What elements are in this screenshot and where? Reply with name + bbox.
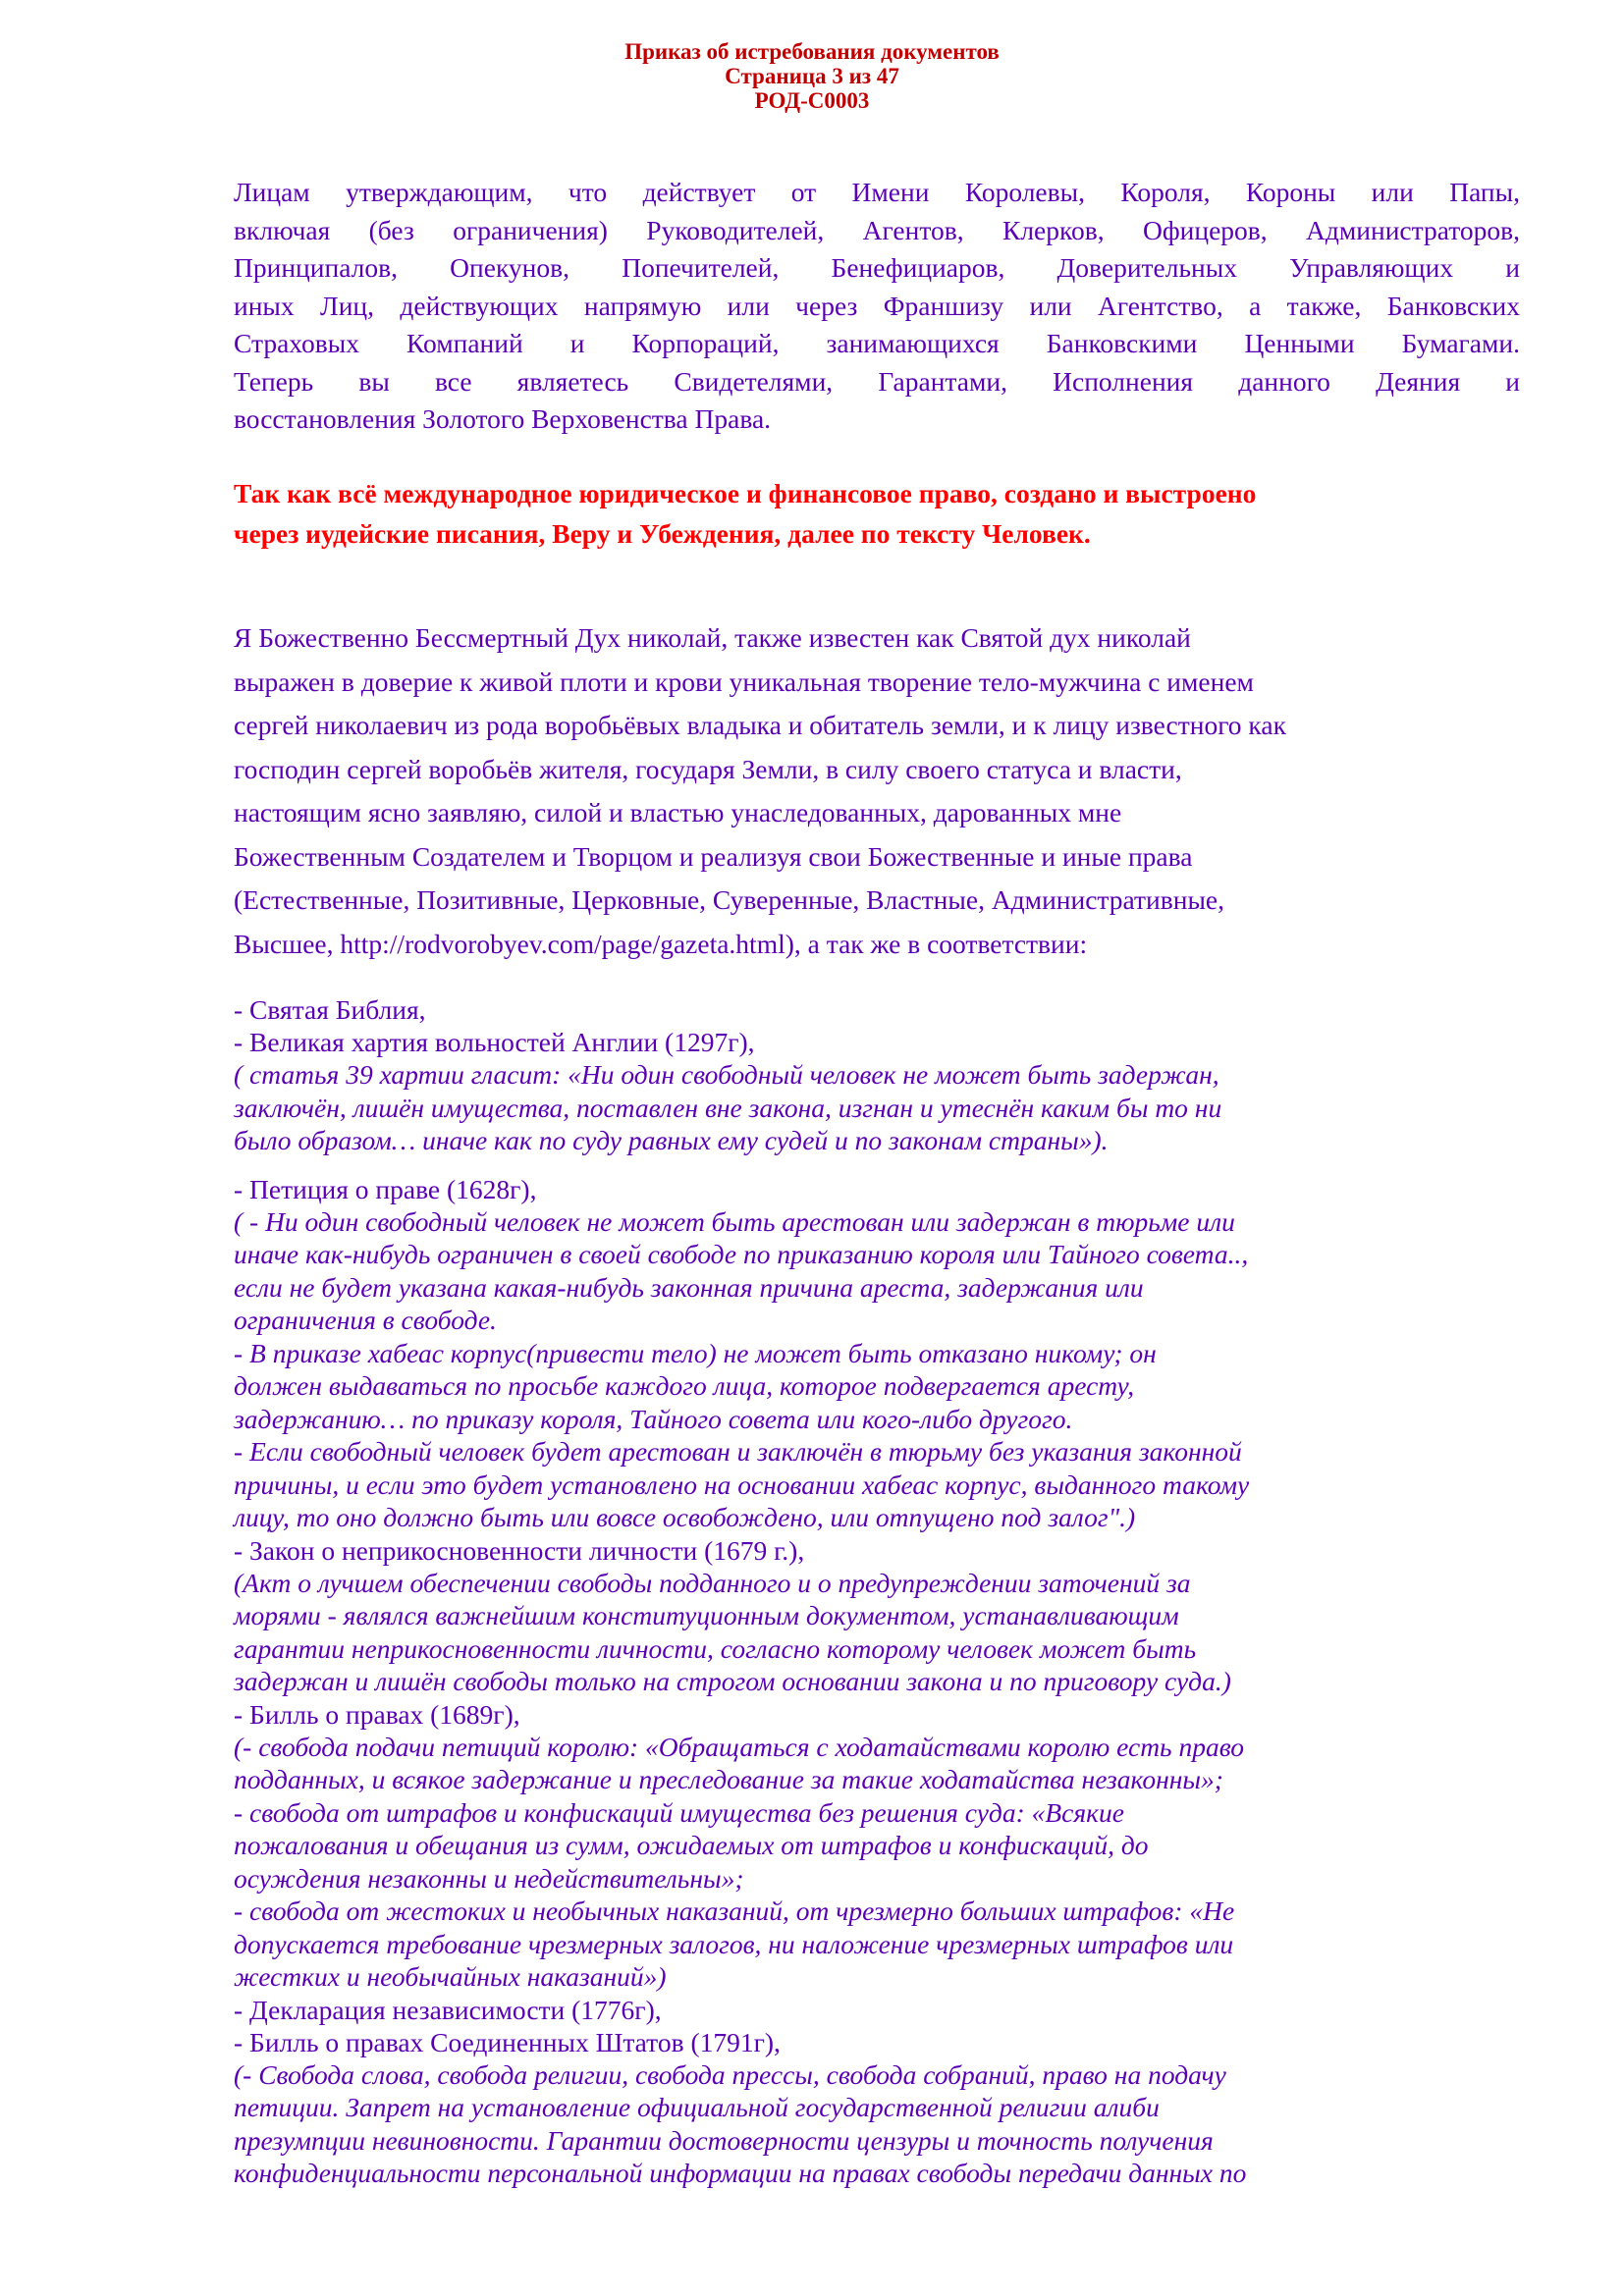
declaration-paragraph — [234, 616, 1520, 966]
list-item-bible: - Святая Библия, — [234, 994, 426, 1025]
quote-line: ( - Ни один свободный человек не может быть арестован или задержан в тюрьме или — [234, 1205, 1235, 1237]
declaration-line: сергей николаевич из рода воробьёвых владыка и обитатель земли, и к лицу известного как — [234, 710, 1286, 740]
page-number: Страница 3 из 47 — [725, 64, 899, 88]
quote-line: - свобода от штрафов и конфискаций имущества без решения суда: «Всякие — [234, 1796, 1124, 1828]
declaration-line: Я Божественно Бессмертный Дух николай, также известен как Святой дух николай — [234, 622, 1191, 653]
quote-line: (- свобода подачи петиций королю: «Обращаться с ходатайствами королю есть право — [234, 1731, 1245, 1762]
quote-line: петиции. Запрет на установление официальной государственной религии алиби — [234, 2092, 1160, 2122]
list-item-us-bill-of-rights: - Билль о правах Соединенных Штатов (1791г), — [234, 2026, 781, 2057]
quote-line: (- Свобода слова, свобода религии, свобода прессы, свобода собраний, право на подачу — [234, 2058, 1226, 2090]
declaration-line: выражен в доверие к живой плоти и крови уникальная творение тело-мужчина с именем — [234, 666, 1254, 697]
intro-line: Лицам утверждающим, что действует от Имени Королевы, Короля, Короны или Папы, — [234, 177, 1520, 207]
quote-line: должен выдаваться по просьбе каждого лица, которое подвергается аресту, — [234, 1370, 1135, 1401]
quote-line: задержан и лишён свободы только на строгом основании закона и по приговору суда.) — [234, 1666, 1231, 1696]
list-item-petition: - Петиция о праве (1628г), — [234, 1173, 537, 1204]
declaration-line: (Естественные, Позитивные, Церковные, Суверенные, Властные, Административные, — [234, 884, 1225, 915]
legal-references-list — [234, 993, 1520, 2190]
quote-line: задержанию… по приказу короля, Тайного совета или кого-либо другого. — [234, 1403, 1073, 1434]
intro-line: Принципалов, Опекунов, Попечителей, Бенефициаров, Доверительных Управляющих и — [234, 252, 1520, 283]
intro-line: Теперь вы все являетесь Свидетелями, Гарантами, Исполнения данного Деяния и — [234, 365, 1520, 397]
declaration-line: Божественным Создателем и Творцом и реализуя свои Божественные и иные права — [234, 840, 1193, 872]
list-item-bill-of-rights-1689: - Билль о правах (1689г), — [234, 1698, 520, 1730]
quote-line: жестких и необычайных наказаний») — [234, 1961, 667, 1992]
intro-line: восстановления Золотого Верховенства Права. — [234, 403, 772, 434]
warning-paragraph — [234, 473, 1520, 554]
quote-line: осуждения незаконны и недействительны»; — [234, 1862, 744, 1894]
quote-line: пожалования и обещания из сумм, ожидаемых от штрафов и конфискаций, до — [234, 1830, 1149, 1860]
quote-line: (Акт о лучшем обеспечении свободы подданного и о предупреждении заточений за — [234, 1567, 1191, 1598]
document-title: Приказ об истребования документов — [624, 39, 1000, 64]
quote-line: презумпции невиновности. Гарантии достоверности цензуры и точность получения — [234, 2124, 1214, 2156]
list-item-habeas-corpus: - Закон о неприкосновенности личности (1679 г.), — [234, 1534, 805, 1566]
quote-line: гарантии неприкосновенности личности, согласно которому человек может быть — [234, 1632, 1197, 1664]
quote-line: заключён, лишён имущества, поставлен вне закона, изгнан и утеснён каким бы то ни — [234, 1092, 1222, 1123]
quote-line: лицу, то оно должно быть или вовсе освобождено, или отпущено под залог".) — [234, 1502, 1136, 1532]
list-item-declaration-independence: - Декларация независимости (1776г), — [234, 1994, 662, 2025]
quote-line: конфиденциальности персональной информации на правах свободы передачи данных по — [234, 2158, 1247, 2188]
intro-line: включая (без ограничения) Руководителей, Агентов, Клерков, Офицеров, Администраторов, — [234, 214, 1520, 245]
declaration-line: Высшее, http://rodvorobyev.com/page/gazeta.html), а так же в соответствии: — [234, 928, 1088, 959]
document-code: РОД-С0003 — [754, 88, 870, 113]
quote-line: - Если свободный человек будет арестован и заключён в тюрьму без указания законной — [234, 1436, 1242, 1467]
quote-line: было образом… иначе как по суду равных ему судей и по законам страны»). — [234, 1125, 1109, 1155]
intro-paragraph — [234, 174, 1520, 439]
quote-line: - свобода от жестоких и необычных наказаний, от чрезмерно больших штрафов: «Не — [234, 1896, 1235, 1926]
warning-line: через иудейские писания, Веру и Убеждения, далее по тексту Человек. — [234, 518, 1091, 549]
quote-line: ( статья 39 хартии гласит: «Ни один свободный человек не может быть задержан, — [234, 1059, 1219, 1090]
declaration-line: настоящим ясно заявляю, силой и властью унаследованных, дарованных мне — [234, 797, 1122, 828]
document-header — [0, 39, 1624, 113]
quote-line: - В приказе хабеас корпус(привести тело) не может быть отказано никому; он — [234, 1337, 1157, 1368]
quote-line: причины, и если это будет установлено на основании хабеас корпус, выданного такому — [234, 1468, 1250, 1500]
list-item-magna-carta: - Великая хартия вольностей Англии (1297г), — [234, 1027, 755, 1057]
intro-line: Страховых Компаний и Корпораций, занимающихся Банковскими Ценными Бумагами. — [234, 328, 1520, 358]
quote-line: ограничения в свободе. — [234, 1305, 497, 1335]
declaration-line: господин сергей воробьёв жителя, государя Земли, в силу своего статуса и власти, — [234, 753, 1182, 784]
quote-line: иначе как-нибудь ограничен в своей свободе по приказанию короля или Тайного совета.., — [234, 1239, 1249, 1269]
intro-line: иных Лиц, действующих напрямую или через Франшизу или Агентство, а также, Банковских — [234, 290, 1520, 321]
quote-line: морями - являлся важнейшим конституционным документом, устанавливающим — [234, 1600, 1179, 1630]
quote-line: подданных, и всякое задержание и преследование за такие ходатайства незаконны»; — [234, 1764, 1223, 1794]
quote-line: если не будет указана какая-нибудь законная причина ареста, задержания или — [234, 1271, 1144, 1303]
quote-line: допускается требование чрезмерных залогов, ни наложение чрезмерных штрафов или — [234, 1928, 1234, 1959]
warning-line: Так как всё международное юридическое и финансовое право, создано и выстроено — [234, 478, 1257, 508]
